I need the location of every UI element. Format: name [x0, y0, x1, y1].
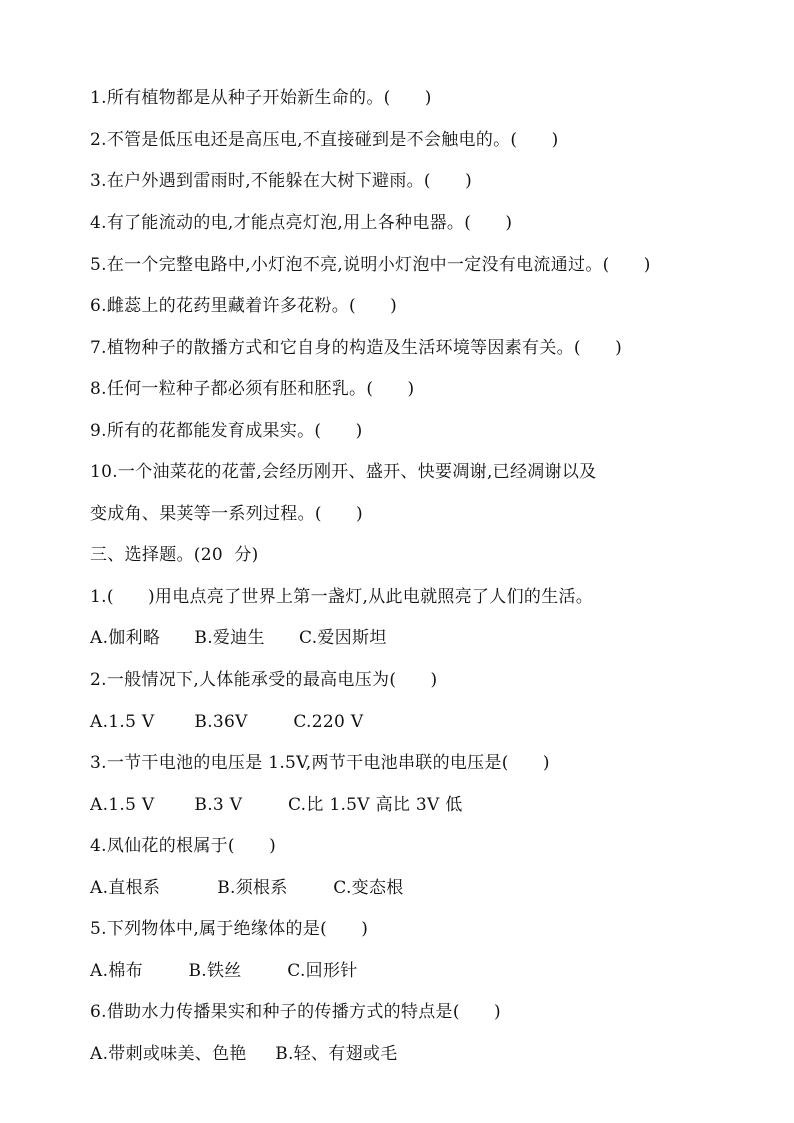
judgment-item-9: 9.所有的花都能发育成果实。( ) [90, 421, 363, 441]
choice-question-1: 1.( )用电点亮了世界上第一盏灯,从此电就照亮了人们的生活。 [90, 587, 594, 607]
choice-options-2: A.1.5 V B.36V C.220 V [90, 712, 364, 732]
judgment-item-1: 1.所有植物都是从种子开始新生命的。( ) [90, 88, 432, 108]
judgment-item-10-cont: 变成角、果荚等一系列过程。( ) [90, 504, 363, 524]
choice-question-2: 2.一般情况下,人体能承受的最高电压为( ) [90, 670, 438, 690]
judgment-item-4: 4.有了能流动的电,才能点亮灯泡,用上各种电器。( ) [90, 213, 513, 233]
choice-options-5: A.棉布 B.铁丝 C.回形针 [90, 961, 358, 981]
section-title: 三、选择题。(20 分) [90, 545, 259, 565]
judgment-item-2: 2.不管是低压电还是高压电,不直接碰到是不会触电的。( ) [90, 130, 559, 150]
judgment-item-6: 6.雌蕊上的花药里藏着许多花粉。( ) [90, 296, 398, 316]
choice-question-6: 6.借助水力传播果实和种子的传播方式的特点是( ) [90, 1002, 501, 1022]
choice-options-6: A.带刺或味美、色艳 B.轻、有翅或毛 [90, 1044, 398, 1064]
choice-question-5: 5.下列物体中,属于绝缘体的是( ) [90, 919, 369, 939]
choice-question-4: 4.凤仙花的根属于( ) [90, 836, 277, 856]
judgment-item-5: 5.在一个完整电路中,小灯泡不亮,说明小灯泡中一定没有电流通过。( ) [90, 255, 651, 275]
judgment-item-7: 7.植物种子的散播方式和它自身的构造及生活环境等因素有关。( ) [90, 338, 623, 358]
choice-options-1: A.伽利略 B.爱迪生 C.爱因斯坦 [90, 628, 387, 648]
choice-options-4: A.直根系 B.须根系 C.变态根 [90, 878, 404, 898]
choice-options-3: A.1.5 V B.3 V C.比 1.5V 高比 3V 低 [90, 795, 463, 815]
judgment-item-10: 10.一个油菜花的花蕾,会经历刚开、盛开、快要凋谢,已经凋谢以及 [90, 462, 597, 482]
judgment-item-8: 8.任何一粒种子都必须有胚和胚乳。( ) [90, 379, 415, 399]
choice-question-3: 3.一节干电池的电压是 1.5V,两节干电池串联的电压是( ) [90, 753, 550, 773]
judgment-item-3: 3.在户外遇到雷雨时,不能躲在大树下避雨。( ) [90, 171, 473, 191]
